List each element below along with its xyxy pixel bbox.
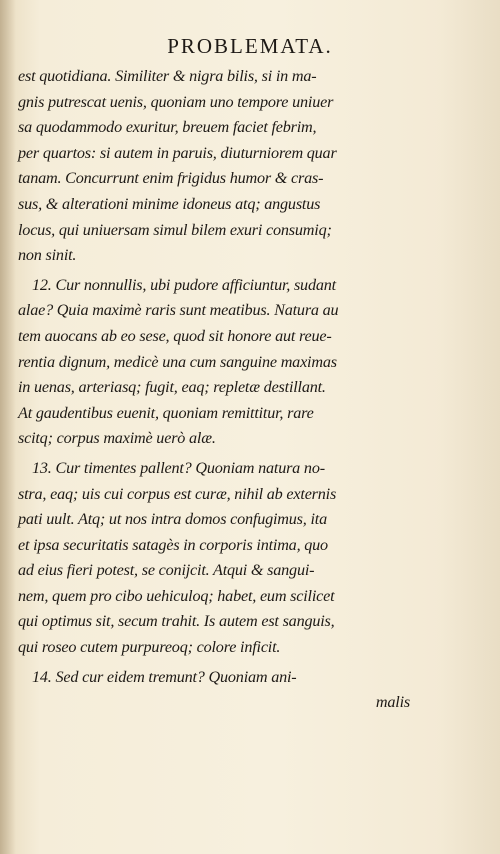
text-line: At gaudentibus euenit, quoniam remittitur, rare [18, 403, 314, 422]
problem-13-start: 13. Cur timentes pallent? Quoniam natura no- [32, 458, 325, 477]
text-line: ad eius fieri potest, se conijcit. Atqui & sangui- [18, 561, 315, 580]
body-text [18, 64, 410, 716]
text-line: qui optimus sit, secum trahit. Is autem est sanguis, [18, 612, 335, 631]
text-line: gnis putrescat uenis, quoniam uno tempore uniuer [18, 92, 334, 111]
text-line: sus, & alterationi minime idoneus atq; angustus [18, 194, 321, 213]
text-line: tanam. Concurrunt enim frigidus humor & cras- [18, 169, 324, 188]
running-header: PROBLEMATA. [167, 34, 333, 58]
text-line: rentia dignum, medicè una cum sanguine maximas [18, 352, 337, 371]
page-edge-tint [440, 0, 500, 854]
text-line: est quotidiana. Similiter & nigra bilis, si in ma- [18, 67, 317, 85]
catchword: malis [375, 693, 410, 712]
text-line: locus, qui uniuersam simul bilem exuri consumiq; [18, 220, 332, 239]
text-line: non sinit. [18, 246, 77, 265]
text-line: qui roseo cutem purpureoq; colore inficit. [18, 638, 281, 657]
page-gutter-shadow [0, 0, 16, 854]
text-line: per quartos: si autem in paruis, diuturniorem quar [18, 143, 337, 162]
text-line: scitq; corpus maximè uerò alæ. [18, 429, 216, 448]
text-line: alae? Quia maximè raris sunt meatibus. Natura au [18, 301, 339, 320]
text-line: stra, eaq; uis cui corpus est curæ, nihil ab externis [18, 484, 337, 503]
text-line: in uenas, arteriasq; fugit, eaq; repletæ destillant. [18, 378, 326, 397]
text-line: pati uult. Atq; ut nos intra domos confugimus, ita [18, 510, 327, 529]
problem-12-start: 12. Cur nonnullis, ubi pudore afficiuntur, sudant [32, 275, 336, 294]
text-line: sa quodammodo exuritur, breuem faciet febrim, [18, 118, 317, 137]
text-line: nem, quem pro cibo uehiculoq; habet, eum scilicet [18, 586, 335, 605]
text-line: tem auocans ab eo sese, quod sit honore aut reue- [18, 326, 332, 345]
problem-14-start: 14. Sed cur eidem tremunt? Quoniam ani- [32, 667, 297, 686]
text-line: et ipsa securitatis satagès in corporis intima, quo [18, 535, 328, 554]
